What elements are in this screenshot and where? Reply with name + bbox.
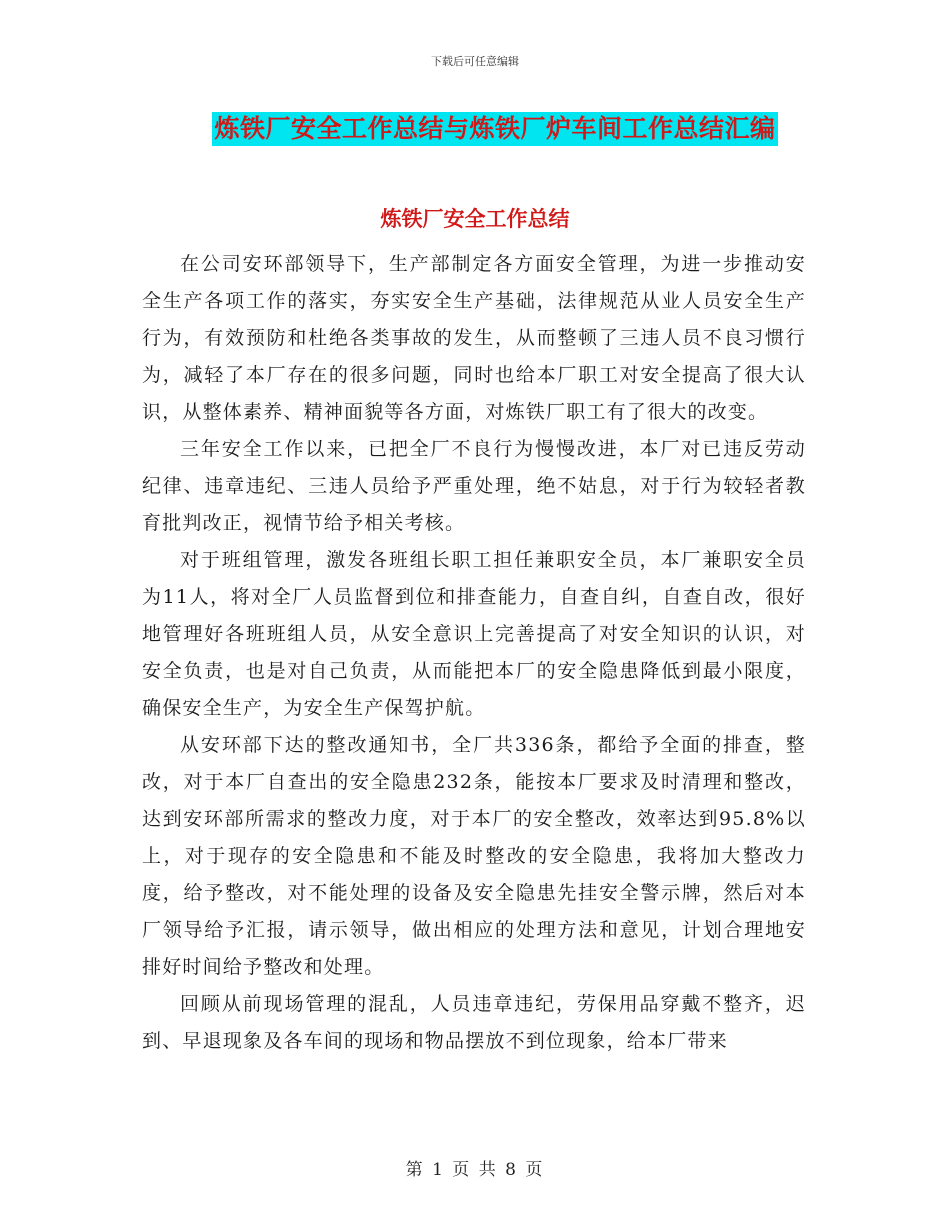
paragraph: 从安环部下达的整改通知书，全厂共336条，都给予全面的排查，整改，对于本厂自查出的安全隐患232条，能按本厂要求及时清理和整改，达到安环部所需求的整改力度，对于本厂的安全整改，效率达到95.8%以上，对于现存的安全隐患和不能及时整改的安全隐患，我将加大整改力度，给予整改，对不能处理的设备及安全隐患先挂安全警示牌，然后对本厂领导给予汇报，请示领导，做出相应的处理方法和意见，计划合理地安排好时间给予整改和处理。 — [142, 734, 806, 978]
document-title: 炼铁厂安全工作总结与炼铁厂炉车间工作总结汇编 — [212, 112, 777, 146]
paragraph: 回顾从前现场管理的混乱，人员违章违纪，劳保用品穿戴不整齐，迟到、早退现象及各车间的现场和物品摆放不到位现象，给本厂带来 — [142, 993, 806, 1052]
section-title: 炼铁厂安全工作总结 — [380, 207, 570, 231]
paragraph: 三年安全工作以来，已把全厂不良行为慢慢改进，本厂对已违反劳动纪律、违章违纪、三违人员给予严重处理，绝不姑息，对于行为较轻者教育批判改正，视情节给予相关考核。 — [142, 438, 806, 534]
page-header-note: 下载后可任意编辑 — [431, 55, 519, 68]
document-title-container — [0, 112, 950, 146]
paragraph: 在公司安环部领导下，生产部制定各方面安全管理，为进一步推动安全生产各项工作的落实，夯实安全生产基础，法律规范从业人员安全生产行为，有效预防和杜绝各类事故的发生，从而整顿了三违人员不良习惯行为，减轻了本厂存在的很多问题，同时也给本厂职工对安全提高了很大认识，从整体素养、精神面貌等各方面，对炼铁厂职工有了很大的改变。 — [142, 253, 806, 423]
page-number-footer: 第 1 页 共 8 页 — [405, 1160, 545, 1180]
paragraph: 对于班组管理，激发各班组长职工担任兼职安全员，本厂兼职安全员为11人，将对全厂人员监督到位和排查能力，自查自纠，自查自改，很好地管理好各班班组人员，从安全意识上完善提高了对安全知识的认识，对安全负责，也是对自己负责，从而能把本厂的安全隐患降低到最小限度，确保安全生产，为安全生产保驾护航。 — [142, 549, 806, 719]
document-body — [142, 246, 806, 1060]
